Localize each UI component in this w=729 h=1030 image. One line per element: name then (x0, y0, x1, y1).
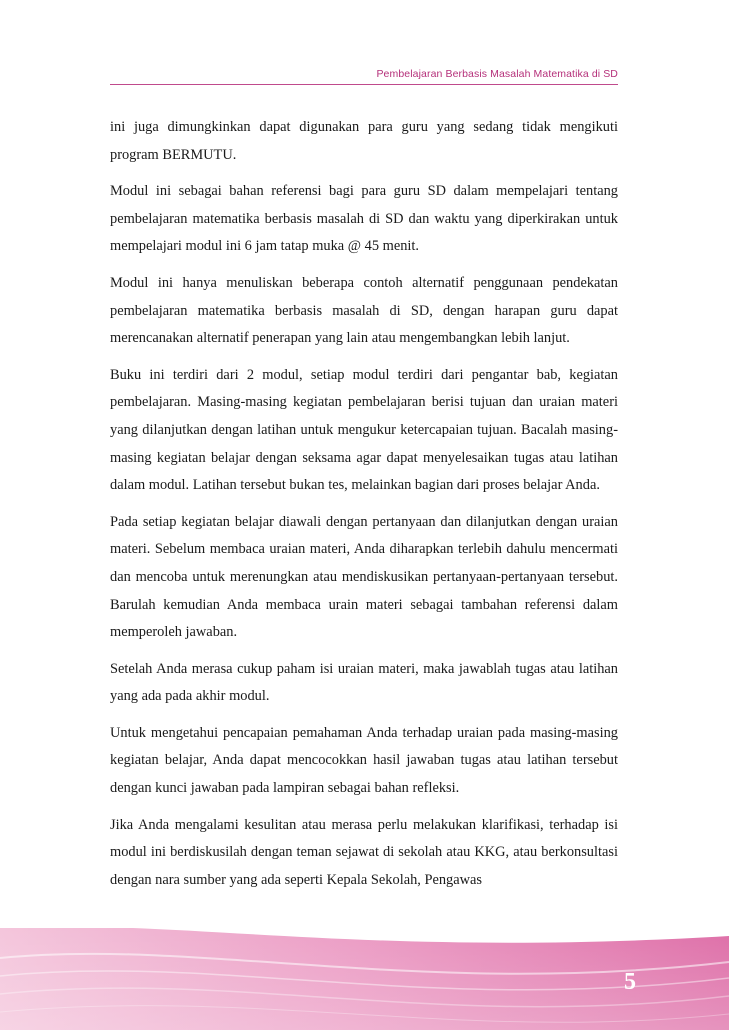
paragraph-5: Pada setiap kegiatan belajar diawali dengan pertanyaan dan dilanjutkan dengan uraian materi. Sebelum membaca uraian materi, Anda diharapkan terlebih dahulu mencermati dan mencoba untuk merenungkan atau mendiskusikan pertanyaan-pertanyaan tersebut. Barulah kemudian Anda membaca urain materi sebagai tambahan referensi dalam memperoleh jawaban. (110, 513, 618, 641)
paragraph-2: Modul ini sebagai bahan referensi bagi para guru SD dalam mempelajari tentang pembelajaran matematika berbasis masalah di SD dan waktu yang diperkirakan untuk mempelajari modul ini 6 jam tatap muka @ 45 menit. (110, 183, 618, 255)
running-header: Pembelajaran Berbasis Masalah Matematika di SD (376, 68, 618, 80)
header-divider (110, 84, 618, 85)
paragraph-1: ini juga dimungkinkan dapat digunakan para guru yang sedang tidak mengikuti program BERMUTU. (110, 119, 618, 163)
paragraph-8: Jika Anda mengalami kesulitan atau merasa perlu melakukan klarifikasi, terhadap isi modul ini berdiskusilah dengan teman sejawat di sekolah atau KKG, atau berkonsultasi dengan nara sumber yang ada seperti Kepala Sekolah, Pengawas (110, 816, 618, 888)
page-number: 5 (624, 969, 636, 995)
paragraph-7: Untuk mengetahui pencapaian pemahaman Anda terhadap uraian pada masing-masing kegiatan belajar, Anda dapat mencocokkan hasil jawaban tugas atau latihan tersebut dengan kunci jawaban pada lampiran sebagai bahan refleksi. (110, 724, 618, 797)
body-text (110, 114, 618, 903)
paragraph-6: Setelah Anda merasa cukup paham isi uraian materi, maka jawablah tugas atau latihan yang ada pada akhir modul. (110, 660, 618, 705)
paragraph-3: Modul ini hanya menuliskan beberapa contoh alternatif penggunaan pendekatan pembelajaran matematika berbasis masalah di SD, dengan harapan guru dapat merencanakan alternatif penerapan yang lain atau mengembangkan lebih lanjut. (110, 274, 618, 347)
paragraph-4: Buku ini terdiri dari 2 modul, setiap modul terdiri dari pengantar bab, kegiatan pembelajaran. Masing-masing kegiatan pembelajaran berisi tujuan dan uraian materi yang dilanjutkan dengan latihan untuk mengukur ketercapaian tujuan. Bacalah masing-masing kegiatan belajar dengan seksama agar dapat menyelesaikan tugas atau latihan dalam modul. Latihan tersebut bukan tes, melainkan bagian dari proses belajar Anda. (110, 366, 618, 494)
